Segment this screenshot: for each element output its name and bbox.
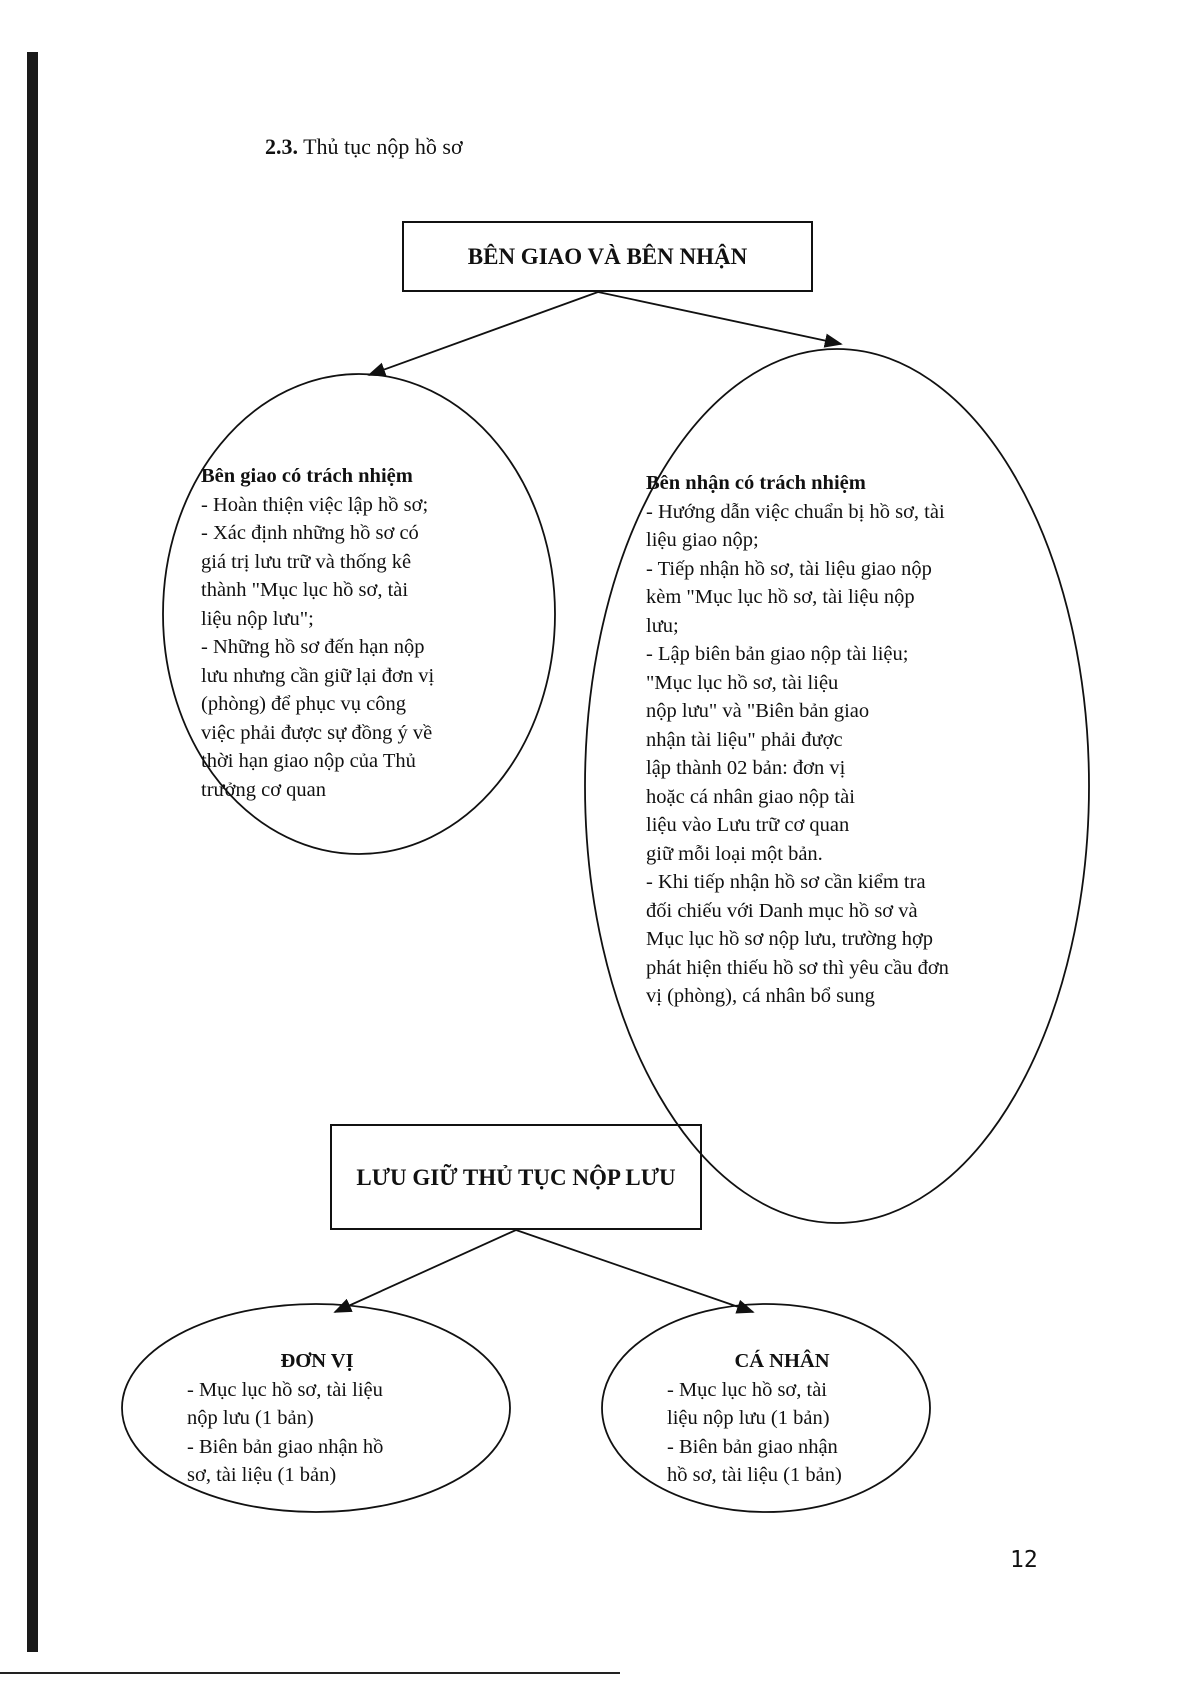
- left-line: thành "Mục lục hồ sơ, tài: [201, 579, 409, 601]
- right-line: - Hướng dẫn việc chuẩn bị hồ sơ, tài: [646, 500, 945, 523]
- section-title: Thủ tục nộp hồ sơ: [303, 134, 463, 159]
- right-line: liệu vào Lưu trữ cơ quan: [646, 814, 850, 836]
- left-line: liệu nộp lưu";: [201, 607, 314, 630]
- right-line: - Khi tiếp nhận hồ sơ cần kiểm tra: [646, 871, 926, 893]
- arrow-mid-to-don-vi: [335, 1230, 516, 1312]
- right-line: phát hiện thiếu hồ sơ thì yêu cầu đơn: [646, 956, 949, 979]
- ca-nhan-line: - Mục lục hồ sơ, tài: [667, 1378, 828, 1401]
- right-line: nộp lưu" và "Biên bản giao: [646, 700, 870, 722]
- right-line: giữ mỗi loại một bản.: [646, 842, 823, 865]
- left-ellipse-text: [201, 462, 521, 804]
- arrow-top-to-left: [369, 292, 598, 375]
- top-box-label: BÊN GIAO VÀ BÊN NHẬN: [467, 244, 748, 269]
- right-line: lập thành 02 bản: đơn vị: [646, 757, 846, 779]
- right-line: đối chiếu với Danh mục hồ sơ và: [646, 899, 918, 922]
- right-line: - Lập biên bản giao nộp tài liệu;: [646, 643, 909, 665]
- arrow-mid-to-ca-nhan: [516, 1230, 753, 1312]
- right-line: hoặc cá nhân giao nộp tài: [646, 785, 855, 808]
- don-vi-line: - Biên bản giao nhận hồ: [187, 1435, 384, 1458]
- page-number: 12: [1010, 1547, 1038, 1573]
- ca-nhan-text: [667, 1347, 897, 1490]
- left-line: lưu nhưng cần giữ lại đơn vị: [201, 664, 435, 687]
- right-line: nhận tài liệu" phải được: [646, 728, 843, 751]
- right-ellipse-title: Bên nhận có trách nhiệm: [646, 472, 866, 494]
- section-number: 2.3.: [265, 134, 298, 159]
- right-line: "Mục lục hồ sơ, tài liệu: [646, 671, 839, 694]
- top-box: [402, 221, 813, 292]
- left-line: - Những hồ sơ đến hạn nộp: [201, 636, 425, 658]
- left-line: việc phải được sự đồng ý về: [201, 721, 433, 744]
- don-vi-text: [187, 1347, 447, 1490]
- left-line: - Hoàn thiện việc lập hồ sơ;: [201, 493, 429, 516]
- ca-nhan-line: liệu nộp lưu (1 bản): [667, 1407, 830, 1429]
- right-line: - Tiếp nhận hồ sơ, tài liệu giao nộp: [646, 557, 932, 580]
- left-line: (phòng) để phục vụ công: [201, 693, 406, 715]
- middle-box-label: LƯU GIỮ THỦ TỤC NỘP LƯU: [356, 1164, 676, 1190]
- ca-nhan-line: hồ sơ, tài liệu (1 bản): [667, 1464, 842, 1486]
- right-ellipse-text: [646, 469, 1026, 1011]
- right-line: kèm "Mục lục hồ sơ, tài liệu nộp: [646, 586, 915, 608]
- ca-nhan-line: - Biên bản giao nhận: [667, 1435, 838, 1458]
- right-line: vị (phòng), cá nhân bổ sung: [646, 985, 875, 1007]
- right-line: lưu;: [646, 614, 679, 637]
- right-line: liệu giao nộp;: [646, 529, 759, 551]
- left-line: - Xác định những hồ sơ có: [201, 522, 419, 544]
- don-vi-line: nộp lưu (1 bản): [187, 1407, 314, 1429]
- don-vi-line: sơ, tài liệu (1 bản): [187, 1464, 337, 1486]
- left-line: giá trị lưu trữ và thống kê: [201, 550, 412, 573]
- middle-box: [330, 1124, 702, 1230]
- right-line: Mục lục hồ sơ nộp lưu, trường hợp: [646, 928, 934, 950]
- left-ellipse-title: Bên giao có trách nhiệm: [201, 465, 413, 487]
- left-line: trưởng cơ quan: [201, 778, 327, 801]
- arrow-top-to-right: [598, 292, 841, 344]
- left-line: thời hạn giao nộp của Thủ: [201, 750, 416, 772]
- section-heading: [265, 134, 463, 160]
- don-vi-line: - Mục lục hồ sơ, tài liệu: [187, 1378, 383, 1401]
- ca-nhan-title: CÁ NHÂN: [734, 1350, 830, 1372]
- don-vi-title: ĐƠN VỊ: [280, 1350, 354, 1372]
